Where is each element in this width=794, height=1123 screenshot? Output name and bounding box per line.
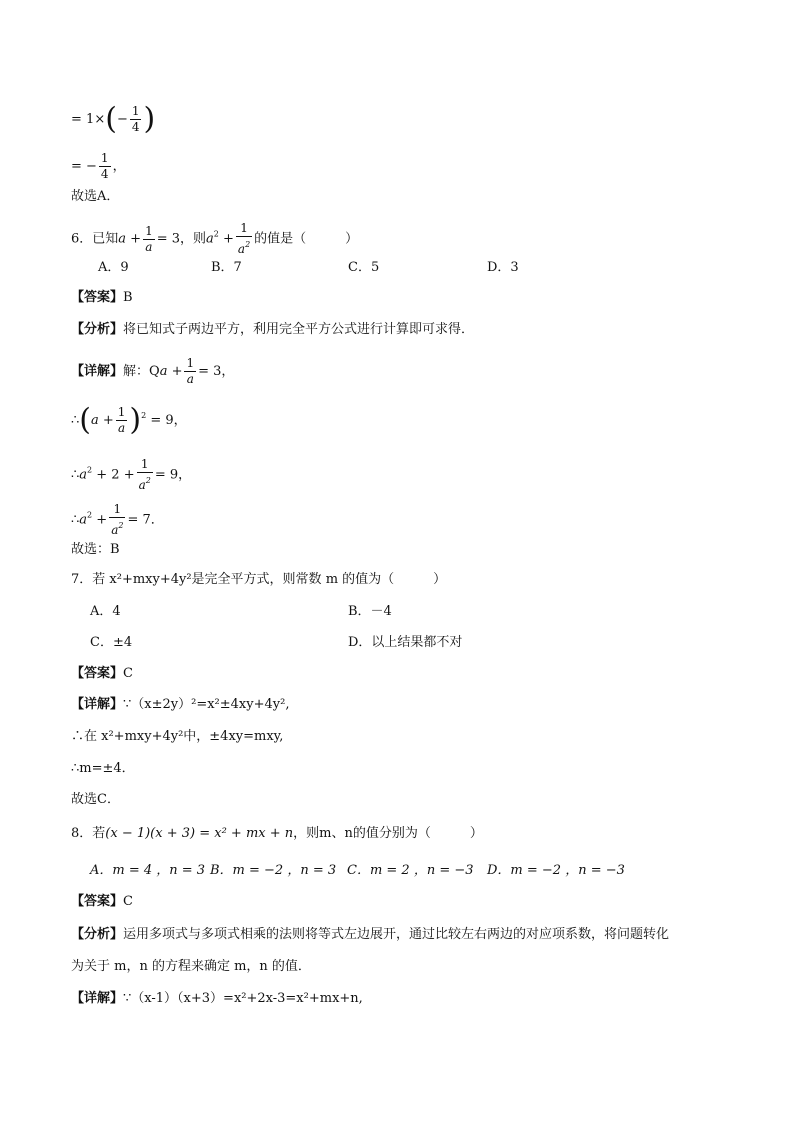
detail-text: ∵（x±2y）²=x²±4xy+4y², (123, 697, 290, 712)
minus-sign: − (116, 112, 128, 127)
q8-analysis-1 (71, 925, 669, 945)
answer-tag: 【答案】 (71, 894, 124, 909)
d4-rhs: = 7． (127, 512, 164, 528)
q6-cond-rhs: = 3 (156, 231, 180, 247)
denominator (109, 518, 125, 538)
q8-option-b[interactable]: B．m = −2 ，n = 3 (210, 863, 337, 878)
q8-intro: 8．若 (71, 826, 106, 841)
detail-intro: 解： (123, 364, 150, 379)
q6-tail: 的值是（ ） (254, 231, 359, 247)
numerator: 1 (137, 457, 153, 473)
fraction (184, 356, 196, 387)
detail-tag: 【详解】 (71, 991, 124, 1006)
denominator: a (145, 239, 153, 254)
q8-option-a[interactable]: A．m = 4 ，n = 3 (90, 863, 206, 878)
q7-option-c[interactable]: C．±4 (90, 635, 133, 650)
analysis-tag: 【分析】 (71, 927, 124, 942)
superscript: 2 (87, 510, 93, 520)
denominator: a (186, 372, 194, 386)
analysis-tag: 【分析】 (71, 322, 124, 337)
plus-sign: + (96, 512, 108, 528)
q7-detail-3: ∴m=±4． (71, 761, 135, 776)
superscript: 2 (145, 476, 151, 485)
q7-choice: 故选C． (71, 792, 120, 807)
answer-tag: 【答案】 (71, 290, 124, 305)
q8-answer (71, 892, 133, 912)
superscript: 2 (118, 521, 124, 530)
q7-answer (71, 664, 133, 684)
d2-rhs: = 9， (150, 413, 187, 428)
fraction (130, 104, 142, 135)
analysis-text: 运用多项式与多项式相乘的法则将等式左边展开，通过比较左右两边的对应项系数，将问题转化 (123, 927, 670, 942)
q6-detail-4 (71, 502, 164, 538)
q7-detail-1 (71, 695, 289, 715)
denominator-var: a (111, 523, 119, 537)
q8-tail: ，则m、n的值分别为（ ） (293, 826, 483, 841)
q6-answer (71, 288, 133, 308)
right-paren: ) (129, 402, 142, 438)
fraction (236, 221, 252, 257)
superscript: 2 (213, 229, 219, 239)
therefore-symbol: ∴ (71, 467, 80, 483)
denominator: 4 (100, 167, 109, 181)
therefore-symbol: ∴ (71, 512, 80, 528)
denominator (236, 237, 252, 257)
q7-option-b[interactable]: B．－4 (348, 604, 392, 619)
left-paren: ( (105, 101, 117, 137)
eq-term: 1× (86, 112, 106, 127)
q6-option-c[interactable]: C．5 (348, 260, 380, 275)
plus-sign: + (223, 231, 234, 247)
detail-text: ∵（x-1）（x+3）=x²+2x-3=x²+mx+n, (123, 991, 363, 1006)
eq-prefix: = − (71, 159, 97, 174)
q8-option-d[interactable]: D．m = −2 ，n = −3 (487, 863, 625, 878)
fraction (99, 151, 111, 182)
d2-lhs: a + (91, 413, 114, 428)
q6-mid: ，则 (180, 231, 207, 247)
answer-value: C (123, 894, 133, 909)
q6-choice: 故选：B (71, 542, 120, 557)
answer-tag: 【答案】 (71, 666, 124, 681)
because-symbol: Q (149, 364, 160, 379)
q7-stem: 7．若 x²+mxy+4y²是完全平方式，则常数 m 的值为（ ） (71, 572, 447, 587)
detail-tag: 【详解】 (71, 697, 124, 712)
numerator: 1 (117, 405, 126, 419)
detail-tag: 【详解】 (71, 364, 124, 379)
fraction (137, 457, 153, 493)
denominator (137, 473, 153, 493)
therefore-symbol: ∴ (71, 413, 80, 428)
d3-var: a (79, 467, 88, 483)
fraction (116, 405, 128, 436)
fraction (143, 224, 155, 255)
q6-intro: 6．已知 (71, 231, 119, 247)
q6-analysis (71, 320, 474, 340)
d1-rhs: = 3， (198, 364, 235, 379)
q6-stem (71, 221, 358, 257)
q6-detail-2 (71, 402, 187, 438)
q7-option-d[interactable]: D．以上结果都不对 (348, 635, 463, 650)
q8-analysis-2: 为关于 m，n 的方程来确定 m，n 的值． (71, 959, 311, 974)
denominator: a (118, 421, 126, 435)
q6-cond-lhs: a + (118, 231, 142, 247)
numerator: 1 (131, 104, 140, 118)
q8-stem (71, 824, 483, 844)
numerator: 1 (236, 221, 252, 237)
denominator: 4 (131, 120, 140, 134)
answer-value: B (123, 290, 133, 305)
q6-detail-1 (71, 356, 234, 387)
prev-eq-2 (71, 151, 126, 182)
numerator: 1 (100, 151, 109, 165)
q6-detail-3 (71, 457, 191, 493)
equals-sign: = (71, 112, 82, 127)
numerator: 1 (186, 356, 195, 370)
q7-option-a[interactable]: A．4 (90, 604, 121, 619)
d3-rhs: = 9， (154, 467, 192, 483)
right-paren: ) (143, 101, 156, 137)
prev-choice: 故选A． (71, 189, 120, 204)
left-paren: ( (79, 402, 91, 438)
q6-option-d[interactable]: D．3 (487, 260, 519, 275)
denominator-var: a (138, 478, 146, 492)
q8-detail-1 (71, 989, 363, 1009)
denominator-var: a (237, 242, 246, 256)
numerator: 1 (145, 223, 153, 238)
q8-equation: (x − 1)(x + 3) = x² + mx + n (105, 826, 294, 841)
analysis-text: 将已知式子两边平方，利用完全平方公式进行计算即可求得． (123, 322, 475, 337)
prev-eq-1 (71, 101, 156, 137)
d1-lhs: a + (159, 364, 183, 379)
q7-detail-2: ∴在 x²+mxy+4y²中，±4xy=mxy, (71, 729, 284, 744)
eq-suffix: ， (112, 159, 126, 174)
q8-option-c[interactable]: C．m = 2 ，n = −3 (347, 863, 474, 878)
q6-option-a[interactable]: A．9 (98, 260, 129, 275)
superscript: 2 (87, 465, 93, 475)
fraction (109, 502, 125, 538)
numerator: 1 (109, 502, 125, 518)
superscript: 2 (245, 240, 251, 249)
d4-var: a (79, 512, 88, 528)
q6-option-b[interactable]: B．7 (211, 260, 242, 275)
q6-expr: a (206, 231, 214, 247)
superscript: 2 (141, 411, 147, 420)
d3-lhs: + 2 + (96, 467, 135, 483)
answer-value: C (123, 666, 133, 681)
